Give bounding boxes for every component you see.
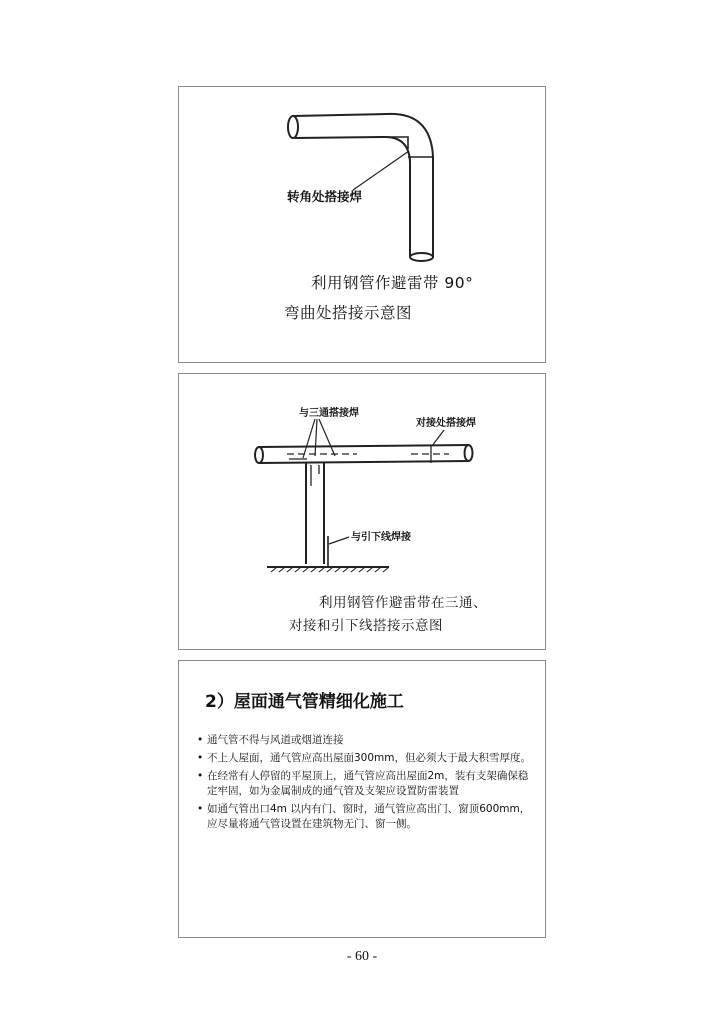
label-tee-weld: 与三通搭接焊 <box>299 408 359 419</box>
bullet-dot: • <box>197 752 204 764</box>
label-butt-weld: 对接处搭接焊 <box>416 418 476 429</box>
list-item <box>197 802 537 832</box>
slide-vent-pipe <box>178 660 546 938</box>
caption-line1: 利用钢管作避雷带 90° <box>311 274 474 292</box>
slide-pipe-bend <box>178 86 546 363</box>
bend-inner <box>385 137 410 257</box>
leader-tee-1 <box>303 419 315 458</box>
pipe-end-left <box>288 116 298 138</box>
leader-tee-3 <box>319 419 335 456</box>
bullet-dot: • <box>197 770 204 782</box>
bullet-text: 如通气管出口4m 以内有门、窗时，通气管应高出门、窗顶600mm，应尽量将通气管设置在建筑物无门、窗一侧。 <box>207 803 531 830</box>
horizontal-pipe-top <box>293 114 387 116</box>
caption-line2: 弯曲处搭接示意图 <box>284 304 413 322</box>
caption-line1: 利用钢管作避雷带在三通、 <box>319 595 487 611</box>
main-pipe-end-left <box>255 447 263 463</box>
bullet-list <box>197 733 537 835</box>
leader-corner-weld <box>353 151 409 190</box>
leader-tee-2 <box>315 419 317 456</box>
leader-butt-weld <box>432 430 444 446</box>
bullet-dot: • <box>197 803 204 815</box>
bullet-text: 在经常有人停留的平屋顶上，通气管应高出屋面2m，装有支架确保稳定牢固，如为金属制成的通气管及支架应设置防雷装置 <box>207 770 529 797</box>
bullet-text: 通气管不得与风道或烟道连接 <box>207 734 344 746</box>
main-pipe-end-right <box>465 445 473 461</box>
horizontal-pipe-bottom <box>295 137 385 138</box>
caption-line2: 对接和引下线搭接示意图 <box>289 618 443 634</box>
leader-downlead <box>329 537 349 544</box>
label-corner-weld: 转角处搭接焊 <box>287 189 363 204</box>
list-item <box>197 733 537 748</box>
list-item <box>197 769 537 799</box>
slide-pipe-joints <box>178 373 546 650</box>
list-item <box>197 751 537 766</box>
label-downlead-weld: 与引下线焊接 <box>351 532 411 543</box>
pipe-end-bottom <box>410 253 433 261</box>
main-pipe-bottom <box>259 461 468 463</box>
bullet-dot: • <box>197 734 204 746</box>
slide-heading: 2）屋面通气管精细化施工 <box>205 692 404 712</box>
main-pipe-top <box>259 445 469 447</box>
bullet-text: 不上人屋面，通气管应高出屋面300mm，但必须大于最大积雪厚度。 <box>207 752 531 764</box>
page-number: - 60 - <box>346 949 378 964</box>
